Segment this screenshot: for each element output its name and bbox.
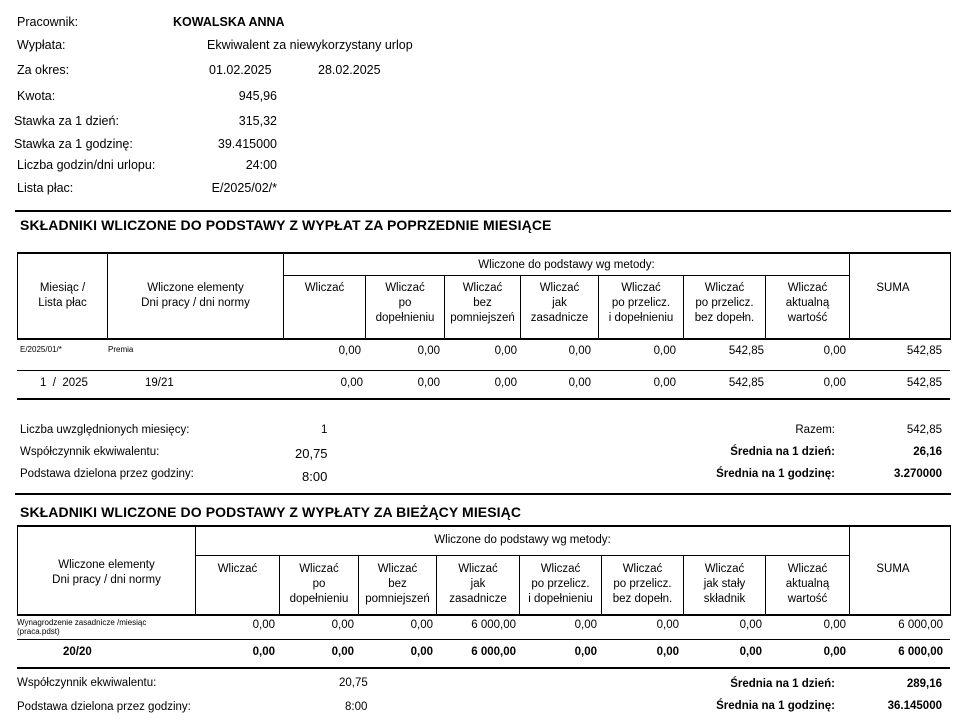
s1-total-label: Razem: — [795, 424, 835, 436]
employee-value: KOWALSKA ANNA — [173, 15, 285, 29]
table2-row2-value: 0,00 — [410, 646, 433, 658]
amount-label: Kwota: — [17, 89, 56, 103]
table2-bottom-border — [17, 667, 950, 669]
table2-row1-value: 0,00 — [252, 619, 275, 631]
s1-months-label: Liczba uwzględnionych miesięcy: — [20, 424, 190, 436]
employee-label: Pracownik: — [17, 15, 79, 29]
table1-col-method-7: Wliczać aktualną wartość — [785, 282, 830, 324]
s1-coef-label: Współczynnik ekwiwalentu: — [20, 446, 160, 458]
table2-col-sum: SUMA — [876, 563, 910, 575]
table1-row1-value: 0,00 — [653, 345, 676, 357]
table2-col-method-1: Wliczać — [217, 563, 258, 575]
section2-top-rule — [15, 493, 951, 495]
table2-row2-value: 0,00 — [252, 646, 275, 658]
table1-col-method-2: Wliczać po dopełnieniu — [375, 282, 435, 324]
s2-avg-hour-value: 36.145000 — [887, 700, 942, 712]
table2-col-method-7: Wliczać jak stały składnik — [703, 563, 746, 605]
table1-row1-value: 0,00 — [823, 345, 846, 357]
period-to: 28.02.2025 — [318, 63, 381, 77]
table2-row2-value: 0,00 — [331, 646, 354, 658]
table2-header-bottom — [17, 614, 950, 616]
rate-hour-value: 39.415000 — [217, 137, 277, 151]
s2-avg-day-label: Średnia na 1 dzień: — [730, 678, 835, 690]
table1-row2-value: 542,85 — [728, 377, 764, 389]
table2-row2-value: 0,00 — [739, 646, 762, 658]
table1-row2-value: 0,00 — [494, 377, 517, 389]
table2-row1-value: 0,00 — [823, 619, 846, 631]
table1-row2-days: 19/21 — [145, 377, 174, 389]
table1-col-method-1: Wliczać — [304, 282, 345, 294]
table1-row2-value: 0,00 — [417, 377, 440, 389]
table1-col-sum: SUMA — [876, 282, 910, 294]
table1-header-bottom — [17, 338, 950, 340]
table2-col-method-5: Wliczać po przelicz. i dopełnieniu — [528, 563, 593, 605]
s1-months-value: 1 — [321, 424, 328, 436]
s1-hours-label: Podstawa dzielona przez godziny: — [20, 468, 194, 480]
table1-top-border — [17, 252, 950, 254]
s1-avg-day-label: Średnia na 1 dzień: — [730, 446, 835, 458]
table2-col-elements: Wliczone elementy Dni pracy / dni normy — [52, 559, 161, 586]
table2-row2-sum: 6 000,00 — [898, 646, 943, 658]
s1-avg-hour-label: Średnia na 1 godzinę: — [716, 468, 835, 480]
s1-hours-value: 8:00 — [302, 469, 328, 484]
s1-avg-hour-value: 3.270000 — [894, 468, 942, 480]
table1-row1-sum: 542,85 — [906, 345, 942, 357]
table1-row2-value: 0,00 — [823, 377, 846, 389]
s2-coef-value: 20,75 — [339, 677, 368, 689]
s2-coef-label: Współczynnik ekwiwalentu: — [17, 677, 157, 689]
table2-row2-value: 0,00 — [823, 646, 846, 658]
table2-row-divider — [17, 639, 950, 640]
hours-label: Liczba godzin/dni urlopu: — [17, 158, 156, 172]
table2-row1-value: 0,00 — [739, 619, 762, 631]
table2-row2-value: 0,00 — [656, 646, 679, 658]
table2-row1-value: 6 000,00 — [471, 619, 516, 631]
rate-hour-label: Stawka za 1 godzinę: — [14, 137, 133, 151]
table2-vline — [950, 525, 951, 616]
table1-vline — [950, 252, 951, 340]
table2-row2-days: 20/20 — [63, 646, 92, 658]
table1-row1-value: 542,85 — [728, 345, 764, 357]
rate-day-label: Stawka za 1 dzień: — [14, 114, 119, 128]
table2-row1-value: 0,00 — [410, 619, 433, 631]
s2-avg-hour-label: Średnia na 1 godzinę: — [716, 700, 835, 712]
table2-col-method-3: Wliczać bez pomniejszeń — [365, 563, 430, 605]
table2-row1-value: 0,00 — [656, 619, 679, 631]
table2-col-method-6: Wliczać po przelicz. bez dopełn. — [612, 563, 673, 605]
s2-avg-day-value: 289,16 — [906, 678, 942, 690]
table1-col-elements: Wliczone elementy Dni pracy / dni normy — [141, 282, 250, 309]
table1-col-method-5: Wliczać po przelicz. i dopełnieniu — [608, 282, 674, 324]
table1-row-divider — [17, 370, 950, 371]
section1-title: SKŁADNIKI WLICZONE DO PODSTAWY Z WYPŁAT ZA POPRZEDNIE MIESIĄCE — [20, 217, 552, 233]
table2-col-method-2: Wliczać po dopełnieniu — [289, 563, 349, 605]
table1-col-method-3: Wliczać bez pomniejszeń — [450, 282, 515, 324]
table1-vline — [849, 252, 850, 340]
payroll-value: E/2025/02/* — [211, 181, 277, 195]
table2-row2-value: 6 000,00 — [471, 646, 516, 658]
section2-title: SKŁADNIKI WLICZONE DO PODSTAWY Z WYPŁATY ZA BIEŻĄCY MIESIĄC — [20, 504, 522, 520]
table2-row1-element: Wynagrodzenie zasadnicze /miesiąc (praca.pdst) — [17, 618, 147, 636]
table2-top-border — [17, 525, 950, 527]
table2-row1-sum: 6 000,00 — [898, 619, 943, 631]
s1-coef-value: 20,75 — [295, 446, 328, 461]
table2-col-method-4: Wliczać jak zasadnicze — [449, 563, 507, 605]
table1-row1-value: 0,00 — [494, 345, 517, 357]
table2-row2-value: 0,00 — [574, 646, 597, 658]
table1-row1-list: E/2025/01/* — [20, 345, 62, 354]
hours-value: 24:00 — [245, 158, 277, 172]
table2-group-divider — [196, 555, 849, 556]
table2-row1-value: 0,00 — [574, 619, 597, 631]
payout-label: Wypłata: — [17, 38, 66, 52]
table1-row1-value: 0,00 — [568, 345, 591, 357]
s2-hours-value: 8:00 — [345, 701, 368, 713]
table1-row1-value: 0,00 — [417, 345, 440, 357]
s2-hours-label: Podstawa dzielona przez godziny: — [17, 701, 191, 713]
s1-avg-day-value: 26,16 — [913, 446, 942, 458]
table1-row1-value: 0,00 — [338, 345, 361, 357]
table1-row2-sum: 542,85 — [906, 377, 942, 389]
period-from: 01.02.2025 — [209, 63, 272, 77]
table1-group-header: Wliczone do podstawy wg metody: — [478, 259, 655, 271]
s1-total-value: 542,85 — [906, 424, 942, 436]
table1-col-month: Miesiąc / Lista płac — [38, 282, 87, 309]
amount-value: 945,96 — [238, 89, 277, 103]
table2-group-header: Wliczone do podstawy wg metody: — [434, 534, 611, 546]
table1-col-method-4: Wliczać jak zasadnicze — [530, 282, 589, 324]
table1-row2-month: 1 / 2025 — [40, 377, 88, 389]
table1-bottom-border — [17, 398, 950, 400]
payout-value: Ekwiwalent za niewykorzystany urlop — [207, 38, 413, 52]
period-label: Za okres: — [17, 63, 70, 77]
table1-row2-value: 0,00 — [340, 377, 363, 389]
table1-row2-value: 0,00 — [653, 377, 676, 389]
table2-col-method-8: Wliczać aktualną wartość — [785, 563, 830, 605]
rate-day-value: 315,32 — [238, 114, 277, 128]
table1-row2-value: 0,00 — [568, 377, 591, 389]
table2-row1-value: 0,00 — [331, 619, 354, 631]
payroll-label: Lista płac: — [17, 181, 74, 195]
table1-col-method-6: Wliczać po przelicz. bez dopełn. — [694, 282, 755, 324]
table1-row1-element: Premia — [108, 345, 134, 354]
section1-top-rule — [15, 210, 951, 212]
